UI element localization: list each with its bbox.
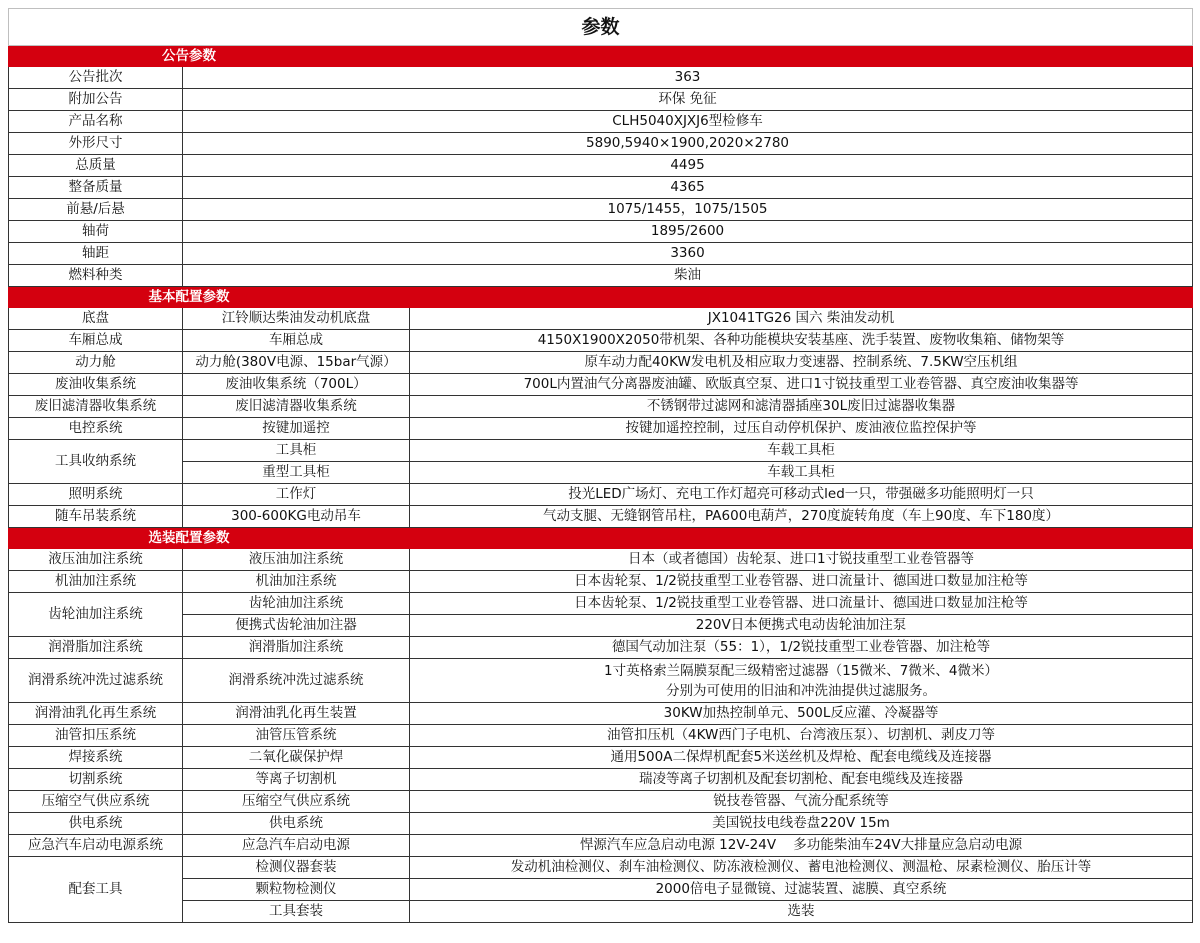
config-item: 润滑系统冲洗过滤系统 <box>183 659 410 703</box>
param-name: 轴荷 <box>9 221 183 243</box>
config-item: 应急汽车启动电源 <box>183 835 410 857</box>
config-desc: 日本齿轮泵、1/2锐技重型工业卷管器、进口流量计、德国进口数显加注枪等 <box>410 571 1193 593</box>
param-name: 总质量 <box>9 155 183 177</box>
config-item: 润滑油乳化再生装置 <box>183 703 410 725</box>
param-name: 公告批次 <box>9 67 183 89</box>
config-desc: 车载工具柜 <box>410 440 1193 462</box>
table-row <box>9 177 1193 199</box>
table-row <box>9 243 1193 265</box>
config-desc: 日本（或者德国）齿轮泵、进口1寸锐技重型工业卷管器等 <box>410 549 1193 571</box>
table-row <box>9 374 1193 396</box>
config-item: 油管压管系统 <box>183 725 410 747</box>
config-desc: 气动支腿、无缝钢管吊柱，PA600电葫芦，270度旋转角度（车上90度、车下180度） <box>410 506 1193 528</box>
config-desc: 通用500A二保焊机配套5米送丝机及焊枪、配套电缆线及连接器 <box>410 747 1193 769</box>
config-item: 工作灯 <box>183 484 410 506</box>
table-row <box>9 549 1193 571</box>
config-category: 底盘 <box>9 308 183 330</box>
param-value: 5890,5940×1900,2020×2780 <box>183 133 1193 155</box>
param-value: 柴油 <box>183 265 1193 287</box>
table-row <box>9 308 1193 330</box>
param-value: 3360 <box>183 243 1193 265</box>
section-header-basic: 基本配置参数 <box>9 287 1193 308</box>
config-category: 配套工具 <box>9 857 183 923</box>
config-item: 颗粒物检测仪 <box>183 879 410 901</box>
param-name: 前悬/后悬 <box>9 199 183 221</box>
param-value: 4495 <box>183 155 1193 177</box>
config-item: 便携式齿轮油加注器 <box>183 615 410 637</box>
config-category: 供电系统 <box>9 813 183 835</box>
config-desc: 美国锐技电线卷盘220V 15m <box>410 813 1193 835</box>
config-desc <box>410 659 1193 703</box>
config-desc: 选装 <box>410 901 1193 923</box>
table-row <box>9 330 1193 352</box>
table-row <box>9 221 1193 243</box>
config-item: 压缩空气供应系统 <box>183 791 410 813</box>
config-item: 工具柜 <box>183 440 410 462</box>
table-row <box>9 615 1193 637</box>
param-name: 轴距 <box>9 243 183 265</box>
config-desc: 220V日本便携式电动齿轮油加注泵 <box>410 615 1193 637</box>
config-category: 随车吊装系统 <box>9 506 183 528</box>
config-category: 废油收集系统 <box>9 374 183 396</box>
config-item: 动力舱(380V电源、15bar气源） <box>183 352 410 374</box>
config-desc: 车载工具柜 <box>410 462 1193 484</box>
table-row <box>9 462 1193 484</box>
config-category: 齿轮油加注系统 <box>9 593 183 637</box>
table-row <box>9 352 1193 374</box>
table-row <box>9 111 1193 133</box>
table-row <box>9 791 1193 813</box>
config-desc: JX1041TG26 国六 柴油发动机 <box>410 308 1193 330</box>
config-item: 检测仪器套装 <box>183 857 410 879</box>
table-row <box>9 637 1193 659</box>
section-header-optional: 选装配置参数 <box>9 528 1193 549</box>
config-item: 供电系统 <box>183 813 410 835</box>
config-desc: 瑞凌等离子切割机及配套切割枪、配套电缆线及连接器 <box>410 769 1193 791</box>
config-item: 重型工具柜 <box>183 462 410 484</box>
table-row <box>9 769 1193 791</box>
config-desc-line: 1寸英格索兰隔膜泵配三级精密过滤器（15微米、7微米、4微米） <box>604 662 998 679</box>
config-category: 润滑油乳化再生系统 <box>9 703 183 725</box>
param-name: 外形尺寸 <box>9 133 183 155</box>
param-value: 363 <box>183 67 1193 89</box>
table-row <box>9 703 1193 725</box>
table-row <box>9 199 1193 221</box>
config-category: 工具收纳系统 <box>9 440 183 484</box>
config-desc: 锐技卷管器、气流分配系统等 <box>410 791 1193 813</box>
config-item: 工具套装 <box>183 901 410 923</box>
config-desc: 油管扣压机（4KW西门子电机、台湾液压泵）、切割机、剥皮刀等 <box>410 725 1193 747</box>
config-item: 液压油加注系统 <box>183 549 410 571</box>
table-row <box>9 418 1193 440</box>
config-item: 等离子切割机 <box>183 769 410 791</box>
config-desc: 4150X1900X2050带机架、各种功能模块安装基座、洗手装置、废物收集箱、储物架等 <box>410 330 1193 352</box>
config-desc: 700L内置油气分离器废油罐、欧版真空泵、进口1寸锐技重型工业卷管器、真空废油收集器等 <box>410 374 1193 396</box>
config-category: 电控系统 <box>9 418 183 440</box>
table-row <box>9 747 1193 769</box>
param-value: 4365 <box>183 177 1193 199</box>
config-item: 车厢总成 <box>183 330 410 352</box>
param-value: 1895/2600 <box>183 221 1193 243</box>
table-row <box>9 506 1193 528</box>
config-item: 机油加注系统 <box>183 571 410 593</box>
config-desc: 德国气动加注泵（55：1），1/2锐技重型工业卷管器、加注枪等 <box>410 637 1193 659</box>
config-desc: 日本齿轮泵、1/2锐技重型工业卷管器、进口流量计、德国进口数显加注枪等 <box>410 593 1193 615</box>
config-desc: 按键加遥控控制，过压自动停机保护、废油液位监控保护等 <box>410 418 1193 440</box>
config-item: 废旧滤清器收集系统 <box>183 396 410 418</box>
config-desc: 发动机油检测仪、刹车油检测仪、防冻液检测仪、蓄电池检测仪、测温枪、尿素检测仪、胎压计等 <box>410 857 1193 879</box>
param-value: CLH5040XJXJ6型检修车 <box>183 111 1193 133</box>
config-category: 废旧滤清器收集系统 <box>9 396 183 418</box>
table-row <box>9 133 1193 155</box>
config-desc: 不锈钢带过滤网和滤清器插座30L废旧过滤器收集器 <box>410 396 1193 418</box>
spec-table <box>8 8 1193 923</box>
param-name: 产品名称 <box>9 111 183 133</box>
param-name: 附加公告 <box>9 89 183 111</box>
config-category: 车厢总成 <box>9 330 183 352</box>
config-item: 300-600KG电动吊车 <box>183 506 410 528</box>
table-row <box>9 813 1193 835</box>
table-row <box>9 67 1193 89</box>
table-row <box>9 593 1193 615</box>
table-row <box>9 155 1193 177</box>
table-row <box>9 89 1193 111</box>
config-item: 二氧化碳保护焊 <box>183 747 410 769</box>
config-desc: 悍源汽车应急启动电源 12V-24V 多功能柴油车24V大排量应急启动电源 <box>410 835 1193 857</box>
config-desc: 投光LED广场灯、充电工作灯超亮可移动式led一只，带强磁多功能照明灯一只 <box>410 484 1193 506</box>
config-category: 液压油加注系统 <box>9 549 183 571</box>
table-row <box>9 879 1193 901</box>
config-item: 江铃顺达柴油发动机底盘 <box>183 308 410 330</box>
spec-sheet <box>8 8 1192 923</box>
table-row <box>9 725 1193 747</box>
table-row <box>9 659 1193 703</box>
config-category: 焊接系统 <box>9 747 183 769</box>
config-category: 油管扣压系统 <box>9 725 183 747</box>
config-category: 润滑系统冲洗过滤系统 <box>9 659 183 703</box>
table-row <box>9 484 1193 506</box>
config-desc: 30KW加热控制单元、500L反应灌、冷凝器等 <box>410 703 1193 725</box>
page-title: 参数 <box>9 9 1193 46</box>
config-category: 机油加注系统 <box>9 571 183 593</box>
table-row <box>9 265 1193 287</box>
config-category: 压缩空气供应系统 <box>9 791 183 813</box>
config-desc: 2000倍电子显微镜、过滤装置、滤膜、真空系统 <box>410 879 1193 901</box>
config-category: 照明系统 <box>9 484 183 506</box>
config-category: 应急汽车启动电源系统 <box>9 835 183 857</box>
config-item: 齿轮油加注系统 <box>183 593 410 615</box>
config-item: 废油收集系统（700L） <box>183 374 410 396</box>
table-row <box>9 440 1193 462</box>
config-item: 按键加遥控 <box>183 418 410 440</box>
config-category: 动力舱 <box>9 352 183 374</box>
table-row <box>9 835 1193 857</box>
config-desc-line: 分别为可使用的旧油和冲洗油提供过滤服务。 <box>666 682 937 699</box>
config-category: 切割系统 <box>9 769 183 791</box>
config-item: 润滑脂加注系统 <box>183 637 410 659</box>
table-row <box>9 857 1193 879</box>
table-row <box>9 901 1193 923</box>
param-name: 整备质量 <box>9 177 183 199</box>
param-name: 燃料种类 <box>9 265 183 287</box>
table-row <box>9 396 1193 418</box>
param-value: 1075/1455，1075/1505 <box>183 199 1193 221</box>
section-header-announcement: 公告参数 <box>9 46 1193 67</box>
config-desc: 原车动力配40KW发电机及相应取力变速器、控制系统、7.5KW空压机组 <box>410 352 1193 374</box>
config-category: 润滑脂加注系统 <box>9 637 183 659</box>
table-row <box>9 571 1193 593</box>
param-value: 环保 免征 <box>183 89 1193 111</box>
